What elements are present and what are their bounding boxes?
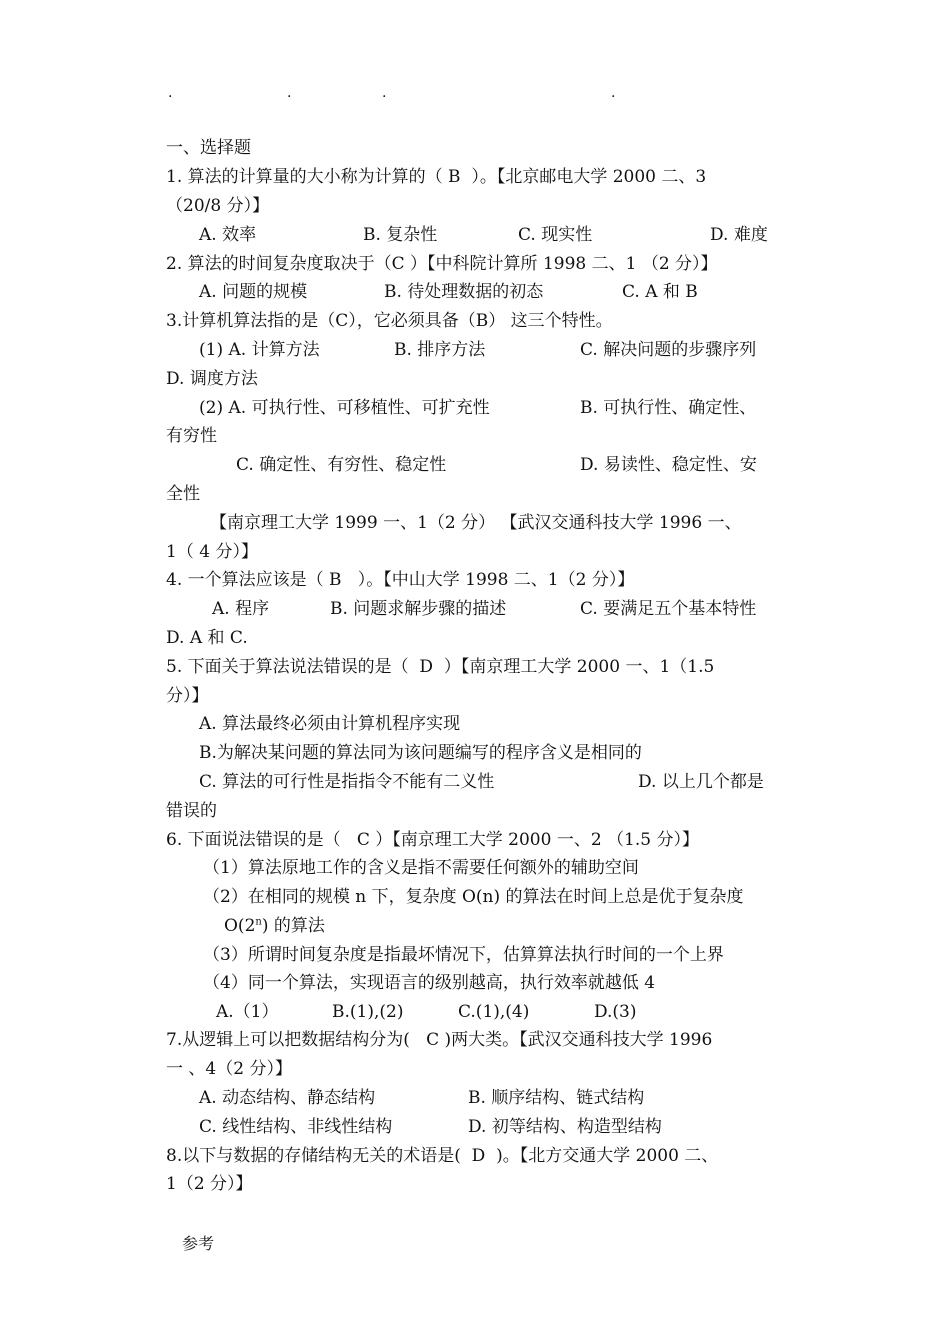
text-line (0, 682, 950, 710)
header-dots (0, 86, 950, 106)
text-line (0, 480, 950, 508)
text-line (0, 278, 950, 306)
text-line (0, 538, 950, 566)
text-line (0, 768, 950, 796)
text-line (0, 854, 950, 882)
text-line (0, 912, 950, 940)
text-line (0, 797, 950, 825)
text-line (0, 595, 950, 623)
text-segment: D. 初等结构、构造型结构 (468, 1117, 662, 1137)
text-segment: (2) A. 可执行性、可移植性、可扩充性 (199, 398, 490, 418)
text-line (0, 1055, 950, 1083)
header-dot: . (287, 85, 292, 101)
text-segment: C.(1),(4) (458, 1002, 530, 1022)
text-segment: B. 排序方法 (394, 340, 486, 360)
text-line (0, 163, 950, 191)
text-line (0, 653, 950, 681)
text-segment: A. 动态结构、静态结构 (199, 1088, 376, 1108)
text-segment: 2. 算法的时间复杂度取决于（C ）【中科院计算所 1998 二、1 （2 分）】 (166, 254, 718, 274)
text-line (0, 739, 950, 767)
text-segment: 7.从逻辑上可以把数据结构分为( C )两大类。【武汉交通科技大学 1996 (166, 1030, 713, 1050)
text-line (0, 1113, 950, 1141)
text-segment: 1. 算法的计算量的大小称为计算的（ B ）。【北京邮电大学 2000 二、3 (166, 167, 707, 187)
text-segment: D. 难度 (710, 225, 768, 245)
text-line (0, 192, 950, 220)
text-segment: C. 要满足五个基本特性 (580, 599, 757, 619)
text-segment: A. 问题的规模 (199, 282, 308, 302)
text-segment: A.（1） (216, 1002, 279, 1022)
text-segment: D.(3) (594, 1002, 637, 1022)
text-segment: 4. 一个算法应该是（ B ）。【中山大学 1998 二、1（2 分）】 (166, 570, 635, 590)
header-dot: . (382, 85, 387, 101)
text-line (0, 969, 950, 997)
text-segment: （4）同一个算法，实现语言的级别越高，执行效率就越低 4 (203, 973, 656, 993)
header-dot: . (611, 85, 616, 101)
text-line (0, 307, 950, 335)
text-segment: C. 算法的可行性是指指令不能有二义性 (199, 772, 495, 792)
text-segment: C. 线性结构、非线性结构 (199, 1117, 393, 1137)
text-segment: A. 算法最终必须由计算机程序实现 (199, 714, 461, 734)
page-footer: 参考 (182, 1234, 215, 1253)
text-segment: O(2 (224, 916, 256, 936)
text-segment: 6. 下面说法错误的是（ C ）【南京理工大学 2000 一、2 （1.5 分）】 (166, 830, 699, 850)
text-segment: 一 、4（2 分）】 (166, 1059, 292, 1079)
text-segment: D. 调度方法 (166, 369, 258, 389)
text-segment: A. 程序 (212, 599, 270, 619)
text-line (0, 394, 950, 422)
text-segment: 【南京理工大学 1999 一、1（2 分） 【武汉交通科技大学 1996 一、 (210, 513, 742, 533)
text-segment: B.为解决某问题的算法同为该问题编写的程序含义是相同的 (199, 743, 642, 763)
text-line (0, 134, 950, 162)
text-segment: （20/8 分）】 (166, 196, 270, 216)
text-line (0, 998, 950, 1026)
text-segment: 有穷性 (166, 426, 217, 446)
text-segment: 3.计算机算法指的是（C），它必须具备（B） 这三个特性。 (166, 311, 613, 331)
text-segment: D. 易读性、稳定性、安 (580, 455, 757, 475)
text-segment: B. 问题求解步骤的描述 (330, 599, 507, 619)
text-segment: （1）算法原地工作的含义是指不需要任何额外的辅助空间 (203, 858, 639, 878)
text-line (0, 422, 950, 450)
text-segment: （3）所谓时间复杂度是指最坏情况下，估算算法执行时间的一个上界 (203, 945, 724, 965)
text-line (0, 941, 950, 969)
header-dot: . (168, 85, 173, 101)
text-segment: B. 顺序结构、链式结构 (468, 1088, 645, 1108)
text-line (0, 365, 950, 393)
text-line (0, 221, 950, 249)
text-segment: B. 待处理数据的初态 (384, 282, 544, 302)
text-line (0, 1142, 950, 1170)
text-line (0, 624, 950, 652)
text-line (0, 1084, 950, 1112)
text-line (0, 1170, 950, 1198)
text-segment: C. 解决问题的步骤序列 (580, 340, 757, 360)
text-segment: 一、选择题 (166, 138, 251, 158)
text-line (0, 710, 950, 738)
text-segment: 分）】 (166, 686, 209, 706)
text-segment: 1（2 分）】 (166, 1174, 253, 1194)
text-segment: D. A 和 C. (166, 628, 248, 648)
text-segment: C. 现实性 (518, 225, 593, 245)
text-segment: 1（ 4 分）】 (166, 542, 258, 562)
text-line (0, 451, 950, 479)
text-segment: 错误的 (166, 801, 217, 821)
text-line (0, 1026, 950, 1054)
text-line (0, 336, 950, 364)
text-segment: A. 效率 (199, 225, 257, 245)
text-line (0, 250, 950, 278)
text-segment: 8.以下与数据的存储结构无关的术语是( D )。【北方交通大学 2000 二、 (166, 1146, 719, 1166)
text-line (0, 826, 950, 854)
text-segment: 全性 (166, 484, 200, 504)
text-segment: B.(1),(2) (332, 1002, 404, 1022)
text-segment: 5. 下面关于算法说法错误的是（ D ）【南京理工大学 2000 一、1（1.5 (166, 657, 715, 677)
text-segment: （2）在相同的规模 n 下，复杂度 O(n) 的算法在时间上总是优于复杂度 (203, 887, 744, 907)
text-line (0, 883, 950, 911)
text-segment-group (224, 912, 325, 940)
text-segment-tail: ) 的算法 (261, 916, 325, 936)
text-segment: (1) A. 计算方法 (199, 340, 320, 360)
text-segment: C. 确定性、有穷性、稳定性 (236, 455, 447, 475)
text-segment: B. 可执行性、确定性、 (580, 398, 757, 418)
superscript: n (255, 916, 262, 928)
text-segment: B. 复杂性 (363, 225, 438, 245)
text-segment: C. A 和 B (622, 282, 698, 302)
text-line (0, 509, 950, 537)
text-line (0, 566, 950, 594)
text-segment: D. 以上几个都是 (638, 772, 764, 792)
